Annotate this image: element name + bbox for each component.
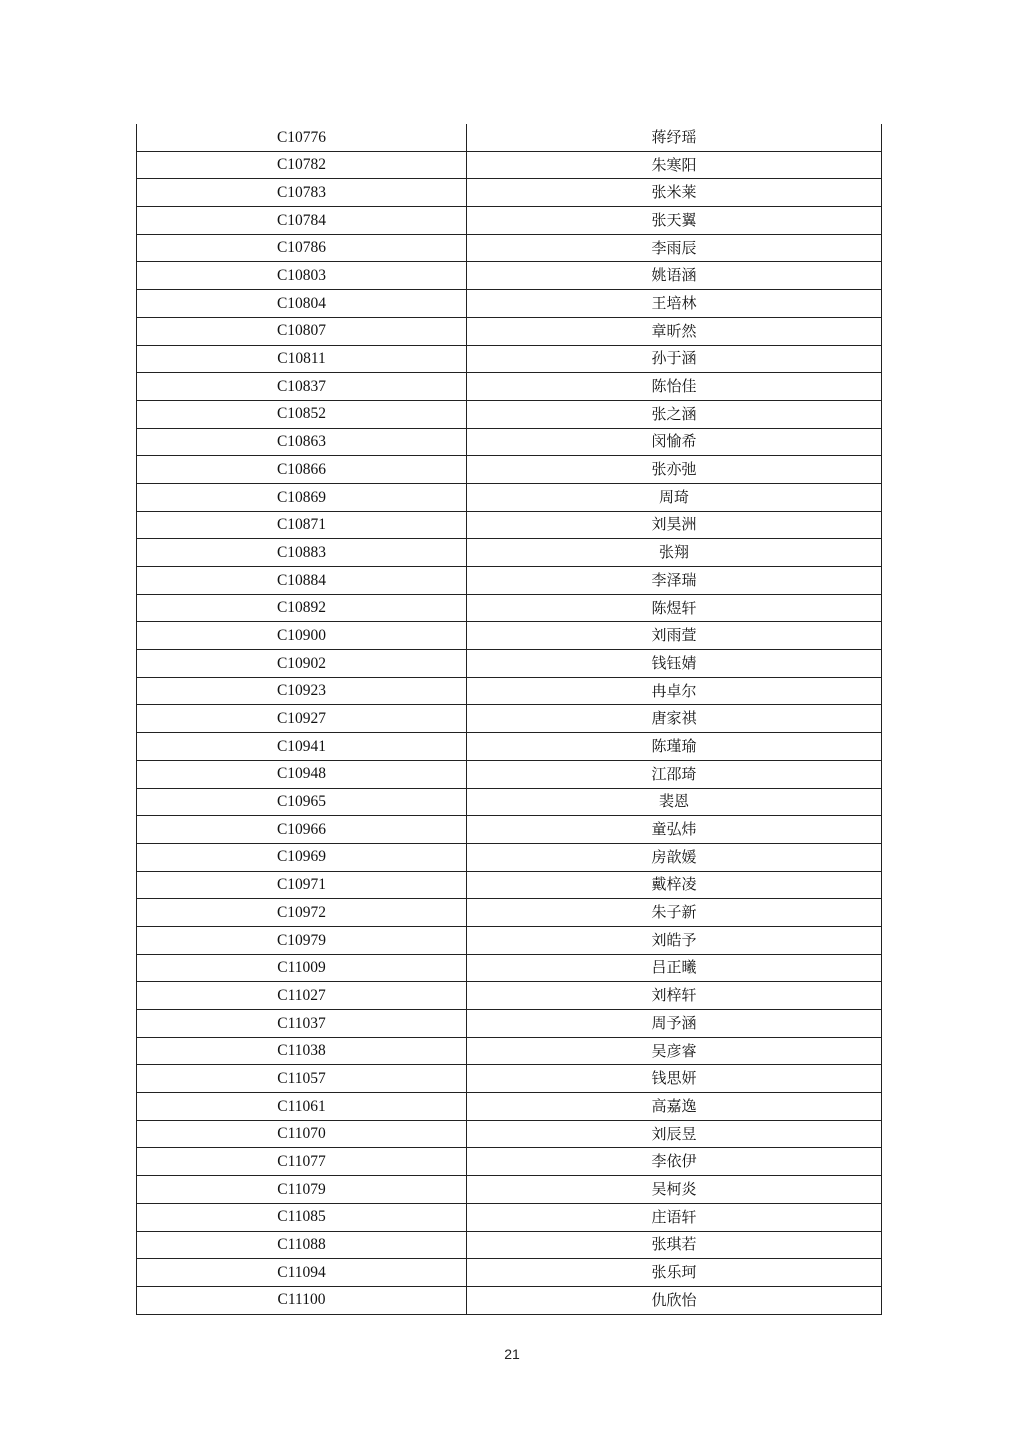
table-row: [137, 428, 882, 456]
student-id-cell: C11027: [137, 982, 467, 1010]
student-id-cell: C11038: [137, 1037, 467, 1065]
student-name-cell: 戴梓凌: [467, 871, 882, 899]
student-id-cell: C10900: [137, 622, 467, 650]
student-name-cell: 刘辰昱: [467, 1120, 882, 1148]
student-name-cell: 冉卓尔: [467, 677, 882, 705]
student-id-cell: C10811: [137, 345, 467, 373]
table-row: [137, 816, 882, 844]
student-id-cell: C10866: [137, 456, 467, 484]
student-id-cell: C10782: [137, 151, 467, 179]
roster-table-body: [137, 124, 882, 1314]
table-row: [137, 539, 882, 567]
student-name-cell: 张琪若: [467, 1231, 882, 1259]
student-name-cell: 吕正曦: [467, 954, 882, 982]
student-id-cell: C10776: [137, 124, 467, 151]
student-name-cell: 陈煜轩: [467, 594, 882, 622]
student-id-cell: C11085: [137, 1203, 467, 1231]
table-row: [137, 788, 882, 816]
student-name-cell: 陈瑾瑜: [467, 733, 882, 761]
student-name-cell: 张天翼: [467, 207, 882, 235]
page-number: 21: [504, 1346, 520, 1362]
table-row: [137, 456, 882, 484]
table-row: [137, 760, 882, 788]
student-id-cell: C11079: [137, 1176, 467, 1204]
table-row: [137, 567, 882, 595]
student-id-cell: C10923: [137, 677, 467, 705]
student-name-cell: 张乐珂: [467, 1259, 882, 1287]
student-id-cell: C11088: [137, 1231, 467, 1259]
table-row: [137, 483, 882, 511]
student-id-cell: C10852: [137, 400, 467, 428]
table-row: [137, 290, 882, 318]
table-row: [137, 262, 882, 290]
student-name-cell: 刘昊洲: [467, 511, 882, 539]
student-id-cell: C10979: [137, 926, 467, 954]
table-row: [137, 594, 882, 622]
student-name-cell: 李泽瑞: [467, 567, 882, 595]
student-name-cell: 高嘉逸: [467, 1093, 882, 1121]
table-row: [137, 345, 882, 373]
table-row: [137, 317, 882, 345]
student-name-cell: 庄语轩: [467, 1203, 882, 1231]
table-row: [137, 1231, 882, 1259]
student-name-cell: 钱思妍: [467, 1065, 882, 1093]
student-id-cell: C11070: [137, 1120, 467, 1148]
table-row: [137, 1203, 882, 1231]
student-name-cell: 王培林: [467, 290, 882, 318]
student-id-cell: C11100: [137, 1286, 467, 1314]
table-row: [137, 1259, 882, 1287]
student-id-cell: C10972: [137, 899, 467, 927]
student-id-cell: C11009: [137, 954, 467, 982]
table-row: [137, 650, 882, 678]
student-id-cell: C10871: [137, 511, 467, 539]
student-name-cell: 陈怡佳: [467, 373, 882, 401]
table-row: [137, 1286, 882, 1314]
table-row: [137, 151, 882, 179]
student-name-cell: 周予涵: [467, 1010, 882, 1038]
table-row: [137, 1120, 882, 1148]
student-name-cell: 江邵琦: [467, 760, 882, 788]
student-name-cell: 唐家祺: [467, 705, 882, 733]
table-row: [137, 400, 882, 428]
student-id-cell: C10892: [137, 594, 467, 622]
table-row: [137, 1010, 882, 1038]
student-name-cell: 吴彦睿: [467, 1037, 882, 1065]
student-id-cell: C11037: [137, 1010, 467, 1038]
student-name-cell: 闵愉希: [467, 428, 882, 456]
table-row: [137, 234, 882, 262]
student-id-cell: C10902: [137, 650, 467, 678]
student-id-cell: C10941: [137, 733, 467, 761]
student-name-cell: 章昕然: [467, 317, 882, 345]
student-name-cell: 周琦: [467, 483, 882, 511]
table-row: [137, 124, 882, 151]
student-name-cell: 朱子新: [467, 899, 882, 927]
student-id-cell: C10804: [137, 290, 467, 318]
table-row: [137, 179, 882, 207]
student-name-cell: 刘皓予: [467, 926, 882, 954]
student-id-cell: C10786: [137, 234, 467, 262]
student-id-cell: C10863: [137, 428, 467, 456]
student-name-cell: 吴柯炎: [467, 1176, 882, 1204]
student-id-cell: C10971: [137, 871, 467, 899]
student-name-cell: 童弘炜: [467, 816, 882, 844]
student-id-cell: C11057: [137, 1065, 467, 1093]
student-name-cell: 房歆媛: [467, 843, 882, 871]
student-id-cell: C10783: [137, 179, 467, 207]
student-name-cell: 蒋纾瑶: [467, 124, 882, 151]
student-name-cell: 李雨辰: [467, 234, 882, 262]
table-row: [137, 982, 882, 1010]
student-name-cell: 李依伊: [467, 1148, 882, 1176]
table-row: [137, 1148, 882, 1176]
student-name-cell: 刘梓轩: [467, 982, 882, 1010]
table-row: [137, 899, 882, 927]
table-row: [137, 705, 882, 733]
table-row: [137, 207, 882, 235]
student-id-cell: C10883: [137, 539, 467, 567]
student-id-cell: C10927: [137, 705, 467, 733]
table-row: [137, 1093, 882, 1121]
student-name-cell: 张翔: [467, 539, 882, 567]
student-id-cell: C10803: [137, 262, 467, 290]
table-row: [137, 1176, 882, 1204]
table-row: [137, 843, 882, 871]
student-name-cell: 朱寒阳: [467, 151, 882, 179]
student-name-cell: 孙于涵: [467, 345, 882, 373]
table-row: [137, 1065, 882, 1093]
student-id-cell: C10869: [137, 483, 467, 511]
table-row: [137, 871, 882, 899]
table-row: [137, 954, 882, 982]
student-name-cell: 钱钰婧: [467, 650, 882, 678]
student-name-cell: 裴恩: [467, 788, 882, 816]
table-row: [137, 373, 882, 401]
student-id-cell: C10969: [137, 843, 467, 871]
student-id-cell: C10965: [137, 788, 467, 816]
table-row: [137, 733, 882, 761]
student-id-cell: C11061: [137, 1093, 467, 1121]
table-row: [137, 622, 882, 650]
student-name-cell: 张之涵: [467, 400, 882, 428]
student-name-cell: 刘雨萱: [467, 622, 882, 650]
student-id-cell: C11077: [137, 1148, 467, 1176]
student-name-cell: 姚语涵: [467, 262, 882, 290]
table-row: [137, 1037, 882, 1065]
student-name-cell: 张亦弛: [467, 456, 882, 484]
student-id-cell: C10884: [137, 567, 467, 595]
student-name-cell: 仇欣怡: [467, 1286, 882, 1314]
student-id-cell: C10948: [137, 760, 467, 788]
roster-table: [136, 124, 882, 1315]
student-id-cell: C10837: [137, 373, 467, 401]
table-row: [137, 677, 882, 705]
student-name-cell: 张米莱: [467, 179, 882, 207]
table-row: [137, 926, 882, 954]
student-id-cell: C10784: [137, 207, 467, 235]
student-id-cell: C10807: [137, 317, 467, 345]
table-row: [137, 511, 882, 539]
student-id-cell: C10966: [137, 816, 467, 844]
student-id-cell: C11094: [137, 1259, 467, 1287]
